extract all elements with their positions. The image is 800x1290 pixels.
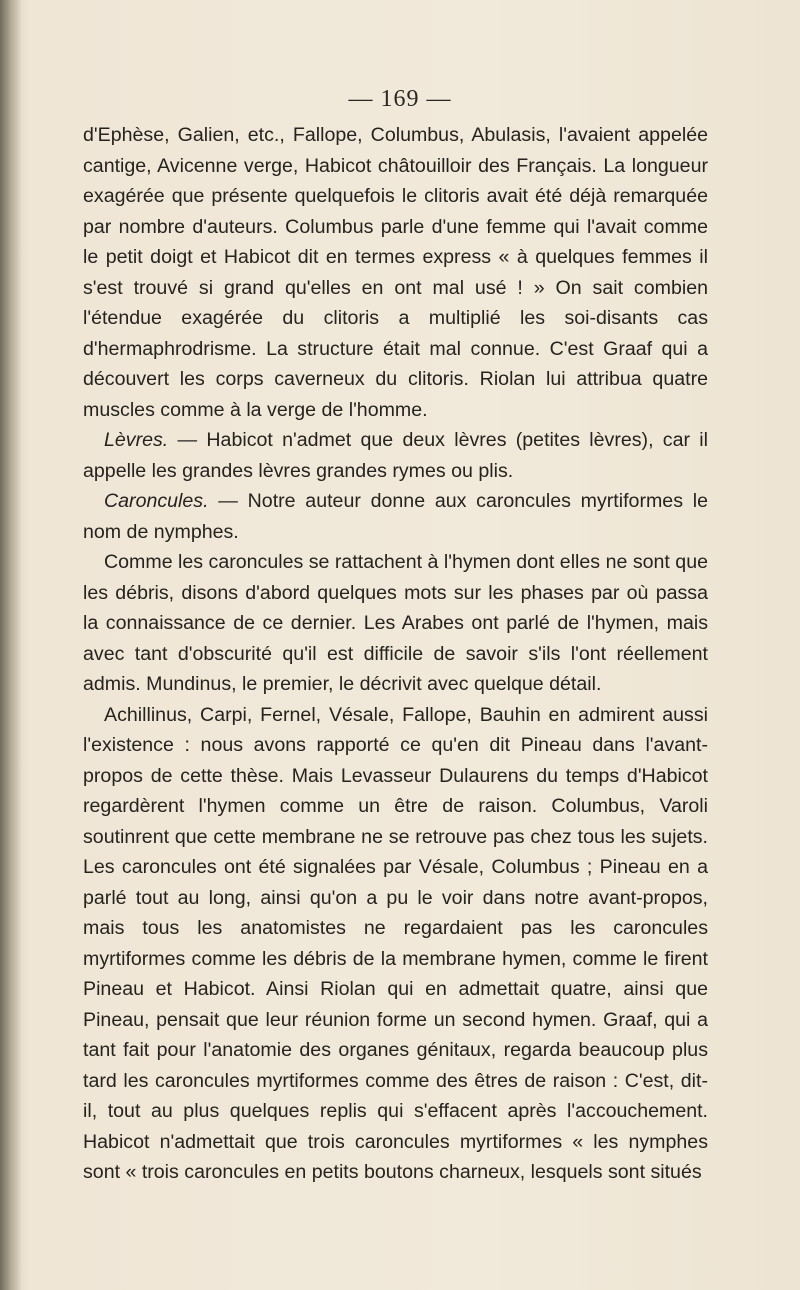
paragraph-text: — Habicot n'admet que deux lèvres (petites lèvres), car il appelle les grandes lèvres grandes rymes ou plis. [83,429,708,482]
paragraph-text: Achillinus, Carpi, Fernel, Vésale, Fallope, Bauhin en admirent aussi l'existence : nous avons rapporté ce qu'en dit Pineau dans l'avant-propos de cette thèse. Mais Levasseur Dulaurens du temps d'Habicot regardèrent l'hymen comme un être de raison. Columbus, Varoli soutinrent que cette membrane ne se retrouve pas chez tous les sujets. Les caroncules ont été signalées par Vésale, Columbus ; Pineau en a parlé tout au long, ainsi qu'on a pu le voir dans notre avant-propos, mais tous les anatomistes ne regardaient pas les caroncules myrtiformes comme les débris de la membrane hymen, comme le firent Pineau et Habicot. Ainsi Riolan qui en admettait quatre, ainsi que Pineau, pensait que leur réunion forme un second hymen. Graaf, qui a tant fait pour l'anatomie des organes génitaux, regarda beaucoup plus tard les caroncules myrtiformes comme des êtres de raison : C'est, dit-il, tout au plus quelques replis qui s'effacent après l'accouchement. Habicot n'admettait que trois caroncules myrtiformes « les nymphes sont « trois caroncules en petits boutons charneux, lesquels sont situés [83,703,708,1183]
paragraph-anatomists [83,700,708,1188]
body-text [83,120,708,1188]
paragraph-text: d'Ephèse, Galien, etc., Fallope, Columbus, Abulasis, l'avaient appelée cantige, Avicenne verge, Habicot châtouilloir des Français. La longueur exagérée que présente quelquefois le clitoris avait été déjà remarquée par nombre d'auteurs. Columbus parle d'une femme qui l'avait comme le petit doigt et Habicot dit en termes express « à quelques femmes il s'est trouvé si grand qu'elles en ont mal usé ! » On sait combien l'étendue exagérée du clitoris a multiplié les soi-disants cas d'hermaphrodrisme. La structure était mal connue. C'est Graaf qui a découvert les corps caverneux du clitoris. Riolan lui attribua quatre muscles comme à la verge de l'homme. [83,124,708,421]
page-binding-shadow [0,0,22,1290]
section-heading-caroncules: Caroncules. [104,490,209,512]
page-number: — 169 — [348,86,452,112]
section-heading-levres: Lèvres. [104,429,169,451]
paragraph-clitoris-history [83,120,708,425]
paragraph-levres [83,425,708,486]
paragraph-caroncules [83,486,708,547]
paragraph-text: Comme les caroncules se rattachent à l'hymen dont elles ne sont que les débris, disons d'abord quelques mots sur les phases par où passa la connaissance de ce dernier. Les Arabes ont parlé de l'hymen, mais avec tant d'obscurité qu'il est difficile de savoir s'ils l'ont réellement admis. Mundinus, le premier, le décrivit avec quelque détail. [83,551,708,695]
paragraph-hymen-history [83,547,708,700]
paragraph-text: — Notre auteur donne aux caroncules myrtiformes le nom de nymphes. [83,490,708,543]
